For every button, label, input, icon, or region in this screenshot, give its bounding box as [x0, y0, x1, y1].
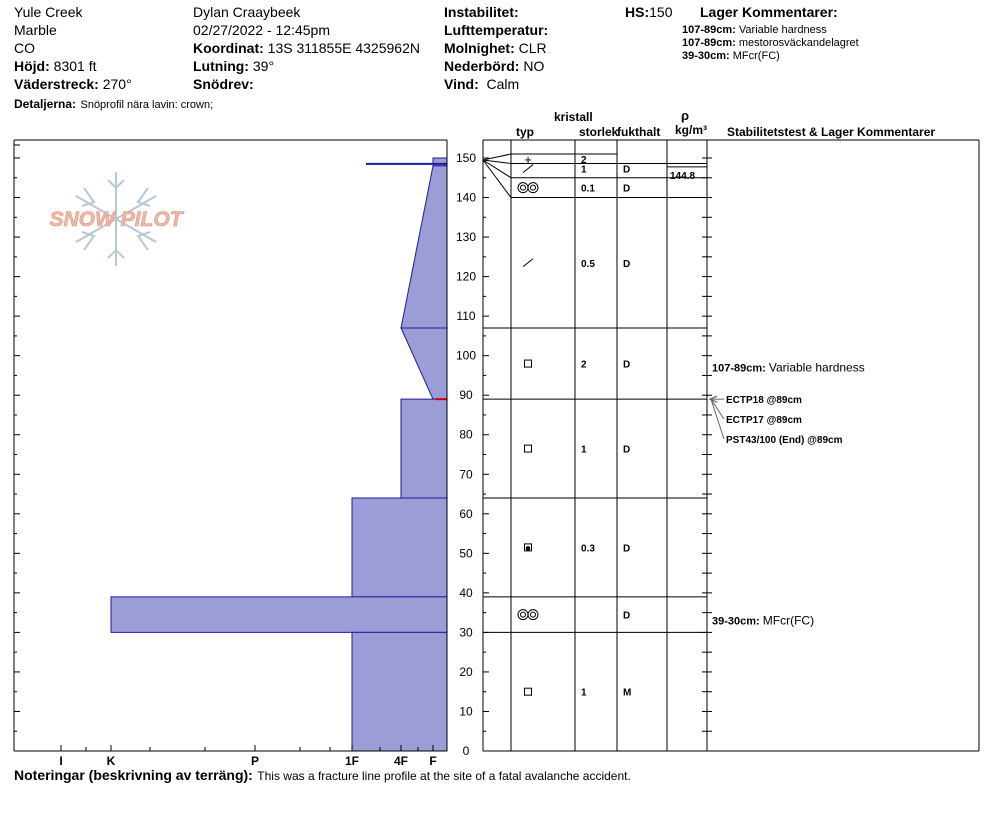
grain-circle — [518, 183, 528, 193]
wind-label: Vind: — [444, 76, 479, 92]
depth-tick-label: 80 — [459, 427, 473, 442]
hardness-tick-label: 1F — [344, 754, 360, 768]
layer-comments-title: Lager Kommentarer: — [700, 4, 838, 20]
crystal-header: kristall — [554, 110, 593, 124]
moisture-value: D — [623, 610, 631, 622]
depth-tick-label: 150 — [455, 151, 477, 165]
grain-size-value: 0.3 — [581, 543, 595, 555]
moisture-value: D — [623, 359, 631, 371]
comment-range: 107-89cm: — [712, 362, 769, 375]
stability-test-label: PST43/100 (End) @89cm — [726, 435, 843, 447]
hardness-tick-label: 4F — [393, 754, 409, 768]
hardness-layer-2 — [401, 328, 447, 399]
location-name: Yule Creek — [14, 4, 83, 20]
layer-comment-annotation — [712, 361, 865, 375]
layer-comment-range: 39-30cm: — [682, 50, 730, 62]
type-header: typ — [516, 125, 534, 139]
grain-size-value: 2 — [581, 155, 587, 166]
depth-tick-label: 30 — [459, 625, 473, 640]
test-arrow — [711, 399, 724, 439]
moisture-header: fukthalt — [617, 125, 661, 139]
moisture-value: D — [623, 183, 631, 195]
comment-text: Variable hardness — [768, 360, 865, 375]
grain-circle-inner — [531, 612, 536, 617]
area-name: Marble — [14, 22, 57, 38]
coordinate-label: Koordinat: — [193, 40, 264, 56]
depth-tick-label: 20 — [459, 664, 473, 679]
notes-label: Noteringar (beskrivning av terräng): — [14, 767, 253, 783]
grain-circle-inner — [531, 185, 536, 190]
hardness-layer-1 — [401, 166, 447, 328]
depth-tick-label: 90 — [459, 388, 473, 403]
hardness-layer-5 — [111, 597, 447, 633]
notes-value: This was a fracture line profile at the site of a fatal avalanche accident. — [257, 769, 631, 783]
grain-circle-inner — [521, 612, 526, 617]
hs-label: HS: — [625, 4, 650, 20]
density-unit-header: kg/m³ — [675, 123, 708, 137]
depth-tick-label: 10 — [459, 704, 473, 719]
stability-test-label: ECTP17 @89cm — [726, 415, 802, 427]
depth-tick-label: 40 — [459, 585, 473, 600]
hardness-tick-label: P — [250, 754, 260, 768]
grain-circle — [528, 610, 538, 620]
airtemp-label: Lufttemperatur: — [444, 22, 549, 38]
hardness-tick-label: K — [106, 754, 116, 768]
grain-size-value: 0.1 — [581, 183, 595, 195]
hardness-layer-3 — [401, 399, 447, 498]
depth-tick-label: 140 — [455, 190, 477, 205]
grain-circle-inner — [521, 185, 526, 190]
grain-rounded-icon — [518, 183, 538, 193]
layer-comment-annotation — [712, 614, 814, 628]
layer-comment-text: mestorosväckandelagret — [738, 37, 859, 49]
coordinate-value: 13S 311855E 4325962N — [267, 40, 420, 56]
moisture-value: D — [623, 543, 631, 555]
grain-circle — [528, 183, 538, 193]
grain-size-value: 2 — [581, 359, 587, 371]
hardness-plot — [111, 158, 447, 751]
precip-label: Nederbörd: — [444, 58, 520, 74]
details-label: Detaljerna: — [14, 97, 77, 111]
hardness-layer-6 — [352, 632, 447, 751]
layer-comment-text: Variable hardness — [738, 24, 827, 36]
grain-dot-icon — [526, 546, 531, 551]
grain-size-value: 0.5 — [581, 258, 595, 270]
depth-tick-label: 100 — [455, 348, 477, 363]
depth-tick-label: 50 — [459, 546, 473, 561]
moisture-value: D — [623, 258, 631, 270]
moisture-value: M — [623, 687, 632, 699]
hardness-tick-label: F — [429, 754, 437, 768]
grain-size-value: 1 — [581, 687, 587, 699]
logo-text: SNOW PILOT — [49, 208, 183, 231]
grain-size-value: 1 — [581, 164, 587, 176]
slope-label: Lutning: — [193, 58, 249, 74]
depth-tick-label: 60 — [459, 506, 473, 521]
hardness-layer-4 — [352, 498, 447, 597]
size-header: storlek — [579, 125, 619, 139]
test-arrow — [711, 399, 724, 419]
wind-value: Calm — [486, 76, 520, 92]
depth-tick-label: 0 — [462, 744, 470, 758]
grain-size-value: 1 — [581, 444, 587, 456]
comment-text: MFcr(FC) — [762, 613, 815, 628]
hs-value: 150 — [649, 4, 673, 20]
grain-faceted-icon — [525, 688, 532, 695]
density-value: 144.8 — [670, 170, 696, 182]
stability-test-label: ECTP18 @89cm — [726, 395, 802, 407]
hardness-tick-label: I — [59, 754, 63, 768]
moisture-value: D — [623, 444, 631, 456]
depth-tick-label: 130 — [455, 230, 477, 245]
stability-header: Stabilitetstest & Lager Kommentarer — [727, 125, 936, 139]
sky-value: CLR — [518, 40, 547, 56]
moisture-value: D — [623, 164, 631, 176]
depth-tick-label: 110 — [456, 309, 476, 324]
notes-field — [14, 768, 631, 784]
layer-connector — [483, 154, 511, 160]
snowpilot-logo — [50, 172, 185, 266]
aspect-value: 270° — [102, 76, 132, 92]
comment-range: 39-30cm: — [712, 615, 763, 628]
depth-tick-label: 120 — [455, 269, 477, 284]
layer-table — [483, 140, 979, 751]
details-value: Snöprofil nära lavin: crown; — [80, 99, 214, 111]
grain-slash-icon — [523, 259, 533, 267]
observation-datetime: 02/27/2022 - 12:45pm — [193, 22, 330, 38]
rho-header: ρ — [681, 108, 690, 123]
layer-connector — [483, 160, 511, 198]
elevation-label: Höjd: — [14, 58, 50, 74]
precip-value: NO — [523, 58, 545, 74]
grain-faceted-icon — [525, 445, 532, 452]
state-name: CO — [14, 40, 35, 56]
drift-label: Snödrev: — [193, 76, 254, 92]
layer-comment-range: 107-89cm: — [682, 24, 736, 36]
grain-plus-icon: + — [524, 152, 532, 167]
instability-label: Instabilitet: — [444, 4, 519, 20]
elevation-value: 8301 ft — [53, 58, 97, 74]
slope-value: 39° — [252, 58, 275, 74]
aspect-label: Väderstreck: — [14, 76, 99, 92]
depth-tick-label: 70 — [459, 467, 473, 482]
grain-circle — [518, 610, 528, 620]
grain-faceted-icon — [525, 360, 532, 367]
grain-rounded-icon — [518, 610, 538, 620]
sky-label: Molnighet: — [444, 40, 515, 56]
layer-comment-range: 107-89cm: — [682, 37, 736, 49]
layer-comment-text: MFcr(FC) — [732, 50, 780, 62]
observer-name: Dylan Craaybeek — [193, 4, 301, 20]
